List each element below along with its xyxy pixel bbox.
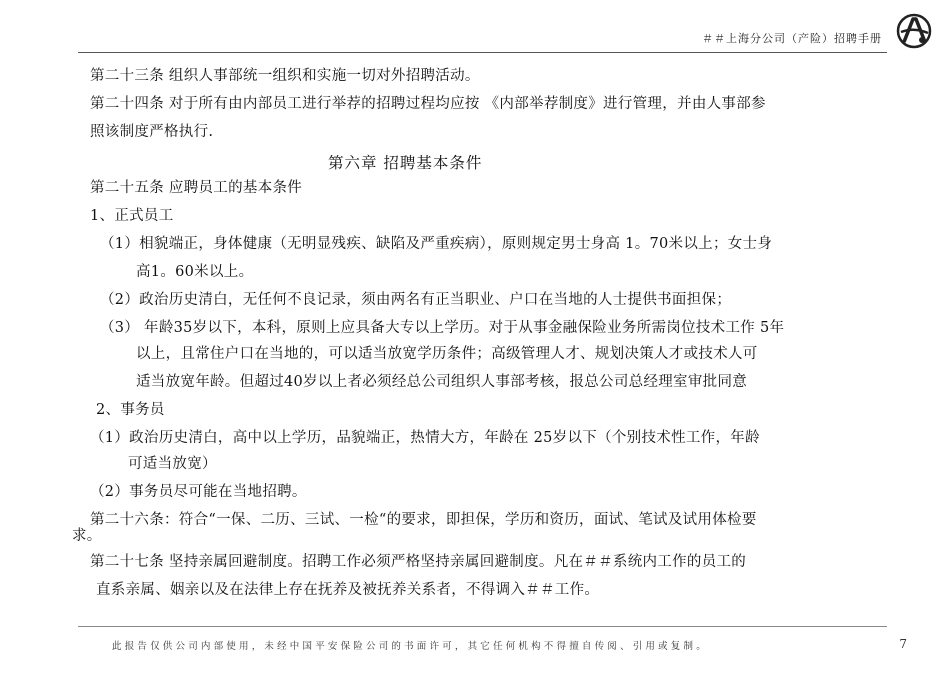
- article-24: 第二十四条 对于所有由内部员工进行举荐的招聘过程均应按 《内部举荐制度》进行管理，并由人事部参: [90, 96, 766, 112]
- footer-divider: [78, 626, 887, 627]
- chapter-heading: 第六章 招聘基本条件: [328, 154, 483, 172]
- company-logo-icon: [895, 12, 933, 50]
- header-title: ＃＃上海分公司（产险）招聘手册: [702, 32, 882, 45]
- regular-item-3: （3） 年龄35岁以下，本科，原则上应具备大专以上学历。对于从事金融保险业务所需岗位技术工作 5年: [100, 320, 785, 336]
- article-27-continued: 直系亲属、姻亲以及在法律上存在抚养及被抚养关系者，不得调入＃＃工作。: [96, 582, 600, 598]
- regular-item-3-continued-a: 以上，且常住户口在当地的，可以适当放宽学历条件；高级管理人才、规划决策人才或技术人可: [136, 346, 758, 362]
- clerical-item-2: （2）事务员尽可能在当地招聘。: [90, 484, 307, 500]
- header-divider: [78, 52, 887, 53]
- section-regular-staff: 1、正式员工: [90, 208, 174, 224]
- regular-item-2: （2）政治历史清白，无任何不良记录，须由两名有正当职业、户口在当地的人士提供书面担保；: [100, 292, 732, 308]
- article-23: 第二十三条 组织人事部统一组织和实施一切对外招聘活动。: [90, 68, 480, 84]
- article-24-continued: 照该制度严格执行.: [90, 124, 214, 140]
- regular-item-1: （1）相貌端正，身体健康（无明显残疾、缺陷及严重疾病），原则规定男士身高 1。70米以上；女士身: [100, 236, 773, 252]
- clerical-item-1-continued: 可适当放宽）: [128, 456, 217, 472]
- clerical-item-1: （1）政治历史清白，高中以上学历，品貌端正，热情大方，年龄在 25岁以下（个别技术性工作，年龄: [90, 430, 760, 446]
- section-clerical-staff: 2、事务员: [96, 402, 165, 418]
- confidentiality-notice: 此报告仅供公司内部使用，未经中国平安保险公司的书面许可，其它任何机构不得擅自传阅、引用或复制。: [112, 641, 709, 652]
- article-27: 第二十七条 坚持亲属回避制度。招聘工作必须严格坚持亲属回避制度。凡在＃＃系统内工作的员工的: [90, 554, 747, 570]
- article-26-continued: 求。: [72, 528, 102, 544]
- regular-item-1-continued: 高1。60米以上。: [136, 264, 254, 280]
- article-26: 第二十六条：符合“一保、二历、三试、一检“的要求，即担保，学历和资历，面试、笔试及试用体检要: [90, 512, 757, 528]
- regular-item-3-continued-b: 适当放宽年龄。但超过40岁以上者必须经总公司组织人事部考核，报总公司总经理室审批同意: [136, 374, 748, 390]
- page-number: 7: [899, 637, 907, 651]
- article-25: 第二十五条 应聘员工的基本条件: [90, 180, 303, 196]
